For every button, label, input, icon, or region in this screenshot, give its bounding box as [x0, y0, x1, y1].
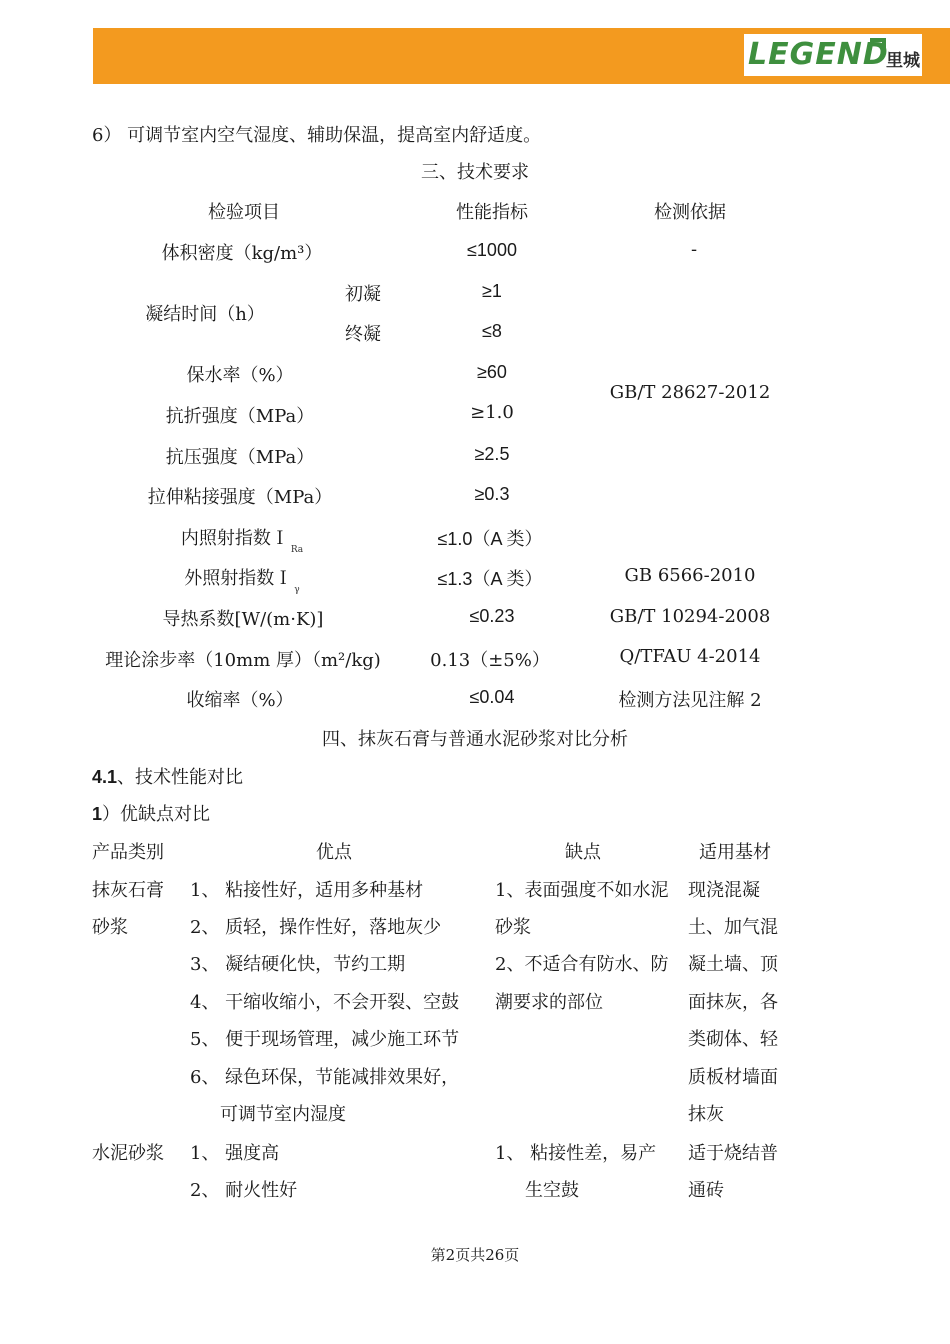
tech-row-basis: GB/T 10294-2008: [609, 606, 771, 627]
subsection-1-title: 1）优缺点对比: [92, 804, 211, 825]
tech-header-basis: 检测依据: [654, 202, 726, 223]
tech-row-value: ≥1.0: [470, 402, 514, 423]
tech-row-value: ≥2.5: [474, 444, 510, 464]
tech-row-item: 保水率（%）: [186, 365, 294, 386]
tech-row-item: 外照射指数Ｉ$_\gamma$: [184, 568, 300, 595]
page-number: 第2页共26页: [430, 1246, 520, 1264]
logo-cn-text: 里城: [886, 51, 920, 71]
tech-row-value: ≤8: [482, 321, 502, 341]
tech-row-basis: 检测方法见注解 2: [618, 690, 762, 711]
section-3-title: 三、技术要求: [421, 162, 529, 183]
tech-row-basis: Q/TFAU 4-2014: [619, 646, 761, 667]
tech-row-value: ≥0.3: [474, 484, 510, 504]
tech-row-item: 导热系数[W/(m·K)]: [162, 609, 324, 630]
compare-base-line: 类砌体、轻: [688, 1029, 778, 1050]
compare-base-line: 抹灰: [688, 1104, 724, 1125]
compare-pro-item: 5、 便于现场管理，减少施工环节: [190, 1029, 460, 1050]
tech-row-item: 抗压强度（MPa）: [165, 447, 315, 468]
logo-text: LEGEND: [748, 37, 889, 72]
tech-row-basis: -: [690, 239, 698, 260]
compare-pro-item: 3、 凝结硬化快，节约工期: [190, 954, 406, 975]
compare-con-line: 1、表面强度不如水泥: [495, 880, 669, 901]
logo-mark-icon: [870, 38, 886, 52]
compare-base-line: 通砖: [688, 1180, 724, 1201]
compare-pro-item: 2、 质轻，操作性好，落地灰少: [190, 917, 442, 938]
compare-con-line: 2、不适合有防水、防: [495, 954, 669, 975]
tech-row-value: ≤1.3（A 类）: [437, 569, 543, 589]
compare-con-line: 潮要求的部位: [495, 992, 603, 1013]
tech-row-item: 内照射指数Ｉ$_{Ra}$: [180, 528, 304, 555]
compare-base-line: 质板材墙面: [688, 1067, 778, 1088]
tech-row-sub-final: 终凝: [345, 324, 381, 345]
tech-row-basis: GB 6566-2010: [624, 565, 756, 586]
subsection-4-1-title: 4.1、技术性能对比: [92, 767, 244, 788]
tech-row-item: 理论涂步率（10mm 厚）（m²/kg): [105, 650, 381, 671]
compare-pro-item: 1、 粘接性好，适用多种基材: [190, 880, 424, 901]
compare-con-line: 生空鼓: [525, 1180, 579, 1201]
tech-row-value: ≥60: [477, 362, 507, 382]
compare-base-line: 现浇混凝: [688, 880, 760, 901]
tech-row-item: 抗折强度（MPa）: [165, 406, 315, 427]
tech-row-item: 拉伸粘接强度（MPa）: [147, 487, 333, 508]
compare-con-line: 1、 粘接性差，易产: [495, 1143, 657, 1164]
compare-con-line: 砂浆: [495, 917, 531, 938]
tech-row-sub-initial: 初凝: [345, 284, 381, 305]
compare-base-line: 面抹灰，各: [688, 992, 778, 1013]
compare-header-category: 产品类别: [92, 842, 164, 863]
tech-row-item-setting-time: 凝结时间（h）: [145, 304, 265, 325]
compare-pro-item: 1、 强度高: [190, 1143, 280, 1164]
tech-header-value: 性能指标: [456, 202, 528, 223]
intro-item-6: 6） 可调节室内空气湿度、辅助保温，提高室内舒适度。: [92, 125, 542, 146]
tech-row-item: 体积密度（kg/m³）: [161, 243, 323, 264]
compare-base-line: 适于烧结普: [688, 1143, 778, 1164]
tech-row-value: ≥1: [482, 281, 502, 301]
section-4-title: 四、抹灰石膏与普通水泥砂浆对比分析: [322, 729, 628, 750]
compare-pro-item: 6、 绿色环保，节能减排效果好，: [190, 1067, 460, 1088]
compare-header-base: 适用基材: [699, 842, 771, 863]
tech-header-item: 检验项目: [208, 202, 280, 223]
compare-pro-item: 4、 干缩收缩小，不会开裂、空鼓: [190, 992, 460, 1013]
compare-pro-item: 2、 耐火性好: [190, 1180, 298, 1201]
tech-row-value: ≤1.0（A 类）: [437, 529, 543, 549]
company-logo: [744, 34, 922, 76]
compare-header-pros: 优点: [316, 842, 352, 863]
tech-merged-basis: GB/T 28627-2012: [609, 382, 771, 403]
compare-category-line: 砂浆: [92, 917, 128, 938]
compare-base-line: 凝土墙、顶: [688, 954, 778, 975]
compare-category-line: 抹灰石膏: [92, 880, 164, 901]
compare-category-line: 水泥砂浆: [92, 1143, 164, 1164]
tech-row-value: ≤0.04: [469, 687, 515, 707]
tech-row-value: ≤1000: [467, 240, 517, 260]
compare-header-cons: 缺点: [565, 842, 601, 863]
tech-row-value: ≤0.23: [469, 606, 515, 626]
tech-row-value: 0.13（±5%）: [430, 650, 550, 671]
compare-pro-item-cont: 可调节室内湿度: [220, 1104, 346, 1125]
tech-row-item: 收缩率（%）: [186, 690, 294, 711]
compare-base-line: 土、加气混: [688, 917, 778, 938]
